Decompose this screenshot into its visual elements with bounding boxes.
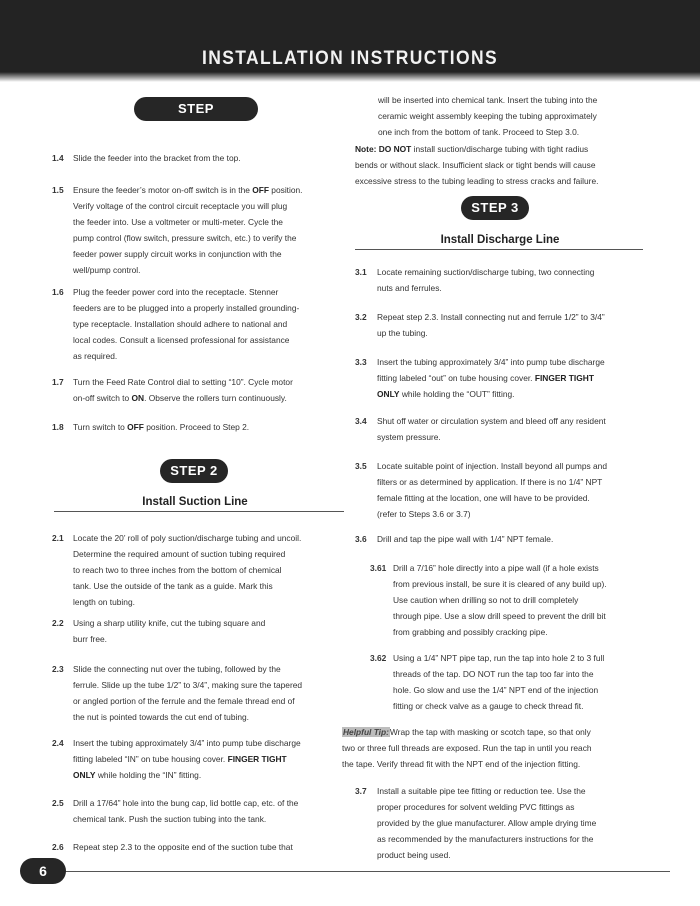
step-number: 1.4 [52,153,64,163]
step-number: 1.6 [52,287,64,297]
step-number: 3.1 [355,267,367,277]
note-text: Note: DO NOT install suction/discharge tubing with tight radius bends or without slack. Insufficient slack or tight bends will cause excessive stress to the tubing leading to stress cracks and failure. [355,144,599,186]
step-number: 3.5 [355,461,367,471]
header-fade [0,72,700,82]
step-text: Install a suitable pipe tee fitting or reduction tee. Use the proper procedures for solvent welding PVC fittings as provided by the glue manufacturer. Allow ample drying time as recommended by the manufacturers instructions for the product being used. [377,786,597,860]
step-text: Plug the feeder power cord into the receptacle. Stenner feeders are to be plugged into a properly installed grounding- type receptacle. Installation should adhere to national and local codes. Consult a licensed professional for assistance as required. [73,287,300,361]
step3-title: Install Discharge Line [440,234,560,246]
step-text: Using a sharp utility knife, cut the tubing square and burr free. [73,618,266,644]
step-number: 3.2 [355,312,367,322]
helpful-tip: Helpful Tip:Wrap the tap with masking or scotch tape, so that only two or three full threads are exposed. Run the tap in until you reach the tape. Verify thread fit with the NPT end of the injection fitting. [342,727,592,769]
step-text: Locate suitable point of injection. Install beyond all pumps and filters or as determined by application. If there is no 1/4” NPT female fitting at the location, one will have to be provided. (refer to Steps 3.6 or 3.7) [377,461,607,519]
step-number: 1.5 [52,185,64,195]
step-number: 3.61 [370,563,387,573]
step-text: Drill a 17/64” hole into the bung cap, lid bottle cap, etc. of the chemical tank. Push the suction tubing into the tank. [73,798,299,824]
step-text: Repeat step 2.3. Install connecting nut and ferrule 1/2” to 3/4” up the tubing. [377,312,605,338]
step-number: 2.6 [52,842,64,852]
footer-rule [26,871,670,872]
step-text: Slide the connecting nut over the tubing, followed by the ferrule. Slide up the tube 1/2” to 3/4”, making sure the tapered or angled portion of the ferrule and the female thread end of the nut is pointed towards the cut end of tubing. [73,664,303,722]
step-text: Using a 1/4” NPT pipe tap, run the tap into hole 2 to 3 full threads of the tap. DO NOT run the tap too far into the hole. Go slow and use the 1/4” NPT end of the injection fitting or check valve as a gauge to check thread fit. [393,653,605,711]
step-text: Slide the feeder into the bracket from the top. [73,153,241,163]
step-number: 1.8 [52,422,64,432]
step-text: Drill a 7/16” hole directly into a pipe wall (if a hole exists from previous install, be sure it is cleared of any build up). Use caution when drilling so not to drill completely through pipe. Use a slow drill speed to prevent the drill bit from grabbing and possibly cracking pipe. [393,563,607,637]
step-text: Insert the tubing approximately 3/4” into pump tube discharge fitting labeled “out” on tube housing cover. FINGER TIGHT ONLY while holding the “OUT” fitting. [377,357,605,399]
step-number: 1.7 [52,377,64,387]
step1-badge: STEP 1...CONTINUED [134,97,258,121]
step-text: Ensure the feeder’s motor on-off switch is in the OFF position. Verify voltage of the control circuit receptacle you will plug the feeder into. Use a voltmeter or multi-meter. Cycle the pump control (flow switch, pressure switch, etc.) to verify the feeder power supply circuit works in conjunction with the well/pump control. [73,185,303,275]
step-text: Shut off water or circulation system and bleed off any resident system pressure. [377,416,606,442]
step-text: Turn the Feed Rate Control dial to setting “10”. Cycle motor on-off switch to ON. Observe the rollers turn continuously. [73,377,293,403]
page-title: INSTALLATION INSTRUCTIONS [201,48,499,69]
step-text: Turn switch to OFF position. Proceed to Step 2. [73,422,250,432]
step2-title: Install Suction Line [142,496,248,508]
step-number: 3.62 [370,653,387,663]
step-text: Locate the 20’ roll of poly suction/discharge tubing and uncoil. Determine the required amount of suction tubing required to reach two to three inches from the bottom of chemical tank. Use the outside of the tank as a guide. Mark this length on tubing. [73,533,302,607]
page-number: 6 [20,858,66,884]
step-text: Drill and tap the pipe wall with 1/4” NPT female. [377,534,554,544]
step-text: Insert the tubing approximately 3/4” into pump tube discharge fitting labeled “IN” on tube housing cover. FINGER TIGHT ONLY while holding the “IN” fitting. [73,738,301,780]
step-number: 2.1 [52,533,64,543]
step-number: 3.4 [355,416,367,426]
step2-rule [54,511,344,512]
step-number: 2.3 [52,664,64,674]
step-number: 3.7 [355,786,367,796]
step3-rule [355,249,643,250]
step-number: 2.4 [52,738,64,748]
helpful-tip-label: Helpful Tip: [343,727,389,737]
step-text: Locate remaining suction/discharge tubing, two connecting nuts and ferrules. [377,267,595,293]
step3-badge: STEP 3 [461,196,529,220]
step-number: 3.6 [355,534,367,544]
step2-continued-text: will be inserted into chemical tank. Insert the tubing into the ceramic weight assembly keeping the tubing approximately one inch from the bottom of tank. Proceed to Step 3.0. [378,95,598,137]
step-number: 3.3 [355,357,367,367]
step-number: 2.5 [52,798,64,808]
step-number: 2.2 [52,618,64,628]
step2-badge: STEP 2 [160,459,228,483]
step-text: Repeat step 2.3 to the opposite end of the suction tube that [73,842,293,852]
